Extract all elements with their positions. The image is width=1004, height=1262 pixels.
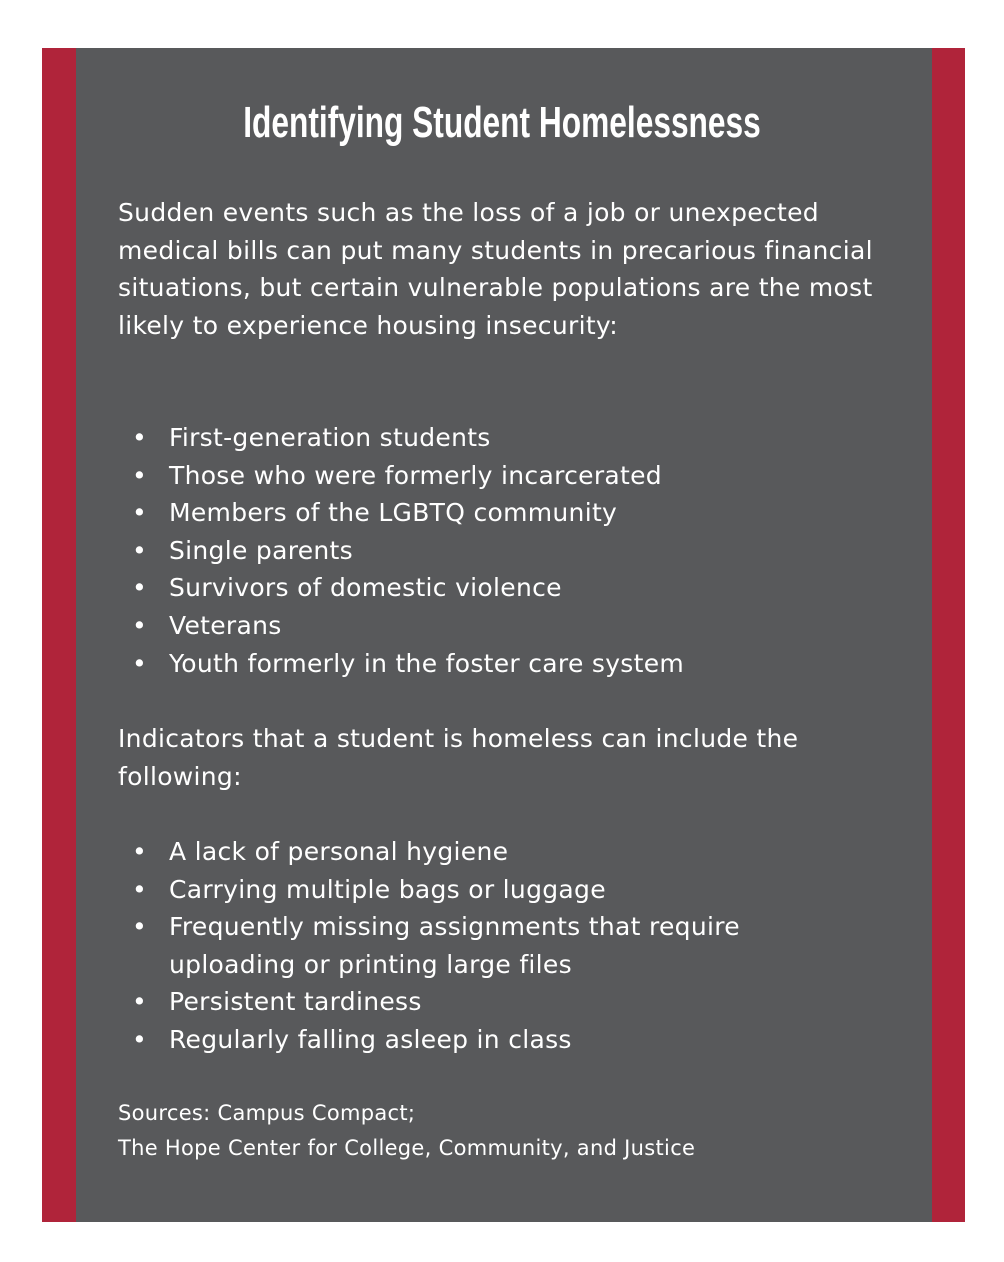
accent-bar-left [42,48,76,1222]
list-item: • Regularly falling asleep in class [132,1021,872,1059]
bullet-icon: • [132,912,148,942]
sources-line-1: Sources: Campus Compact; [118,1101,416,1125]
bullet-icon: • [132,874,148,904]
sources-note [118,1096,898,1166]
list-item: • First-generation students [132,419,872,457]
bullet-icon: • [132,498,148,528]
bullet-icon: • [132,423,148,452]
populations-list [132,419,872,682]
list-item: • Youth formerly in the foster care system [132,645,872,683]
bullet-icon: • [132,460,148,490]
list-item: • Frequently missing assignments that require uploading or printing large files [132,908,872,983]
list-item: • Single parents [132,532,872,570]
list-item: • Veterans [132,607,872,645]
list-item: • Persistent tardiness [132,983,872,1021]
list-item: • Those who were formerly incarcerated [132,457,872,495]
indicators-intro: Indicators that a student is homeless can include the following: [118,724,799,791]
bullet-icon: • [132,535,148,565]
bullet-icon: • [132,573,148,603]
bullet-icon: • [132,987,148,1017]
accent-bar-right [932,48,965,1222]
bullet-icon: • [132,648,148,678]
list-item: • Members of the LGBTQ community [132,494,872,532]
bullet-icon: • [132,1024,148,1054]
sources-line-2: The Hope Center for College, Community, and Justice [118,1136,696,1160]
list-item: • Survivors of domestic violence [132,569,872,607]
intro-paragraph: Sudden events such as the loss of a job or unexpected medical bills can put many students in precarious financial situations, but certain vulnerable populations are the most likely to experience housing insecurity: [118,198,873,340]
list-item: • Carrying multiple bags or luggage [132,871,872,909]
indicators-list [132,833,872,1059]
list-item: • A lack of personal hygiene [132,833,872,871]
page-title: Identifying Student Homelessness [243,98,761,147]
bullet-icon: • [132,610,148,640]
bullet-icon: • [132,837,148,866]
